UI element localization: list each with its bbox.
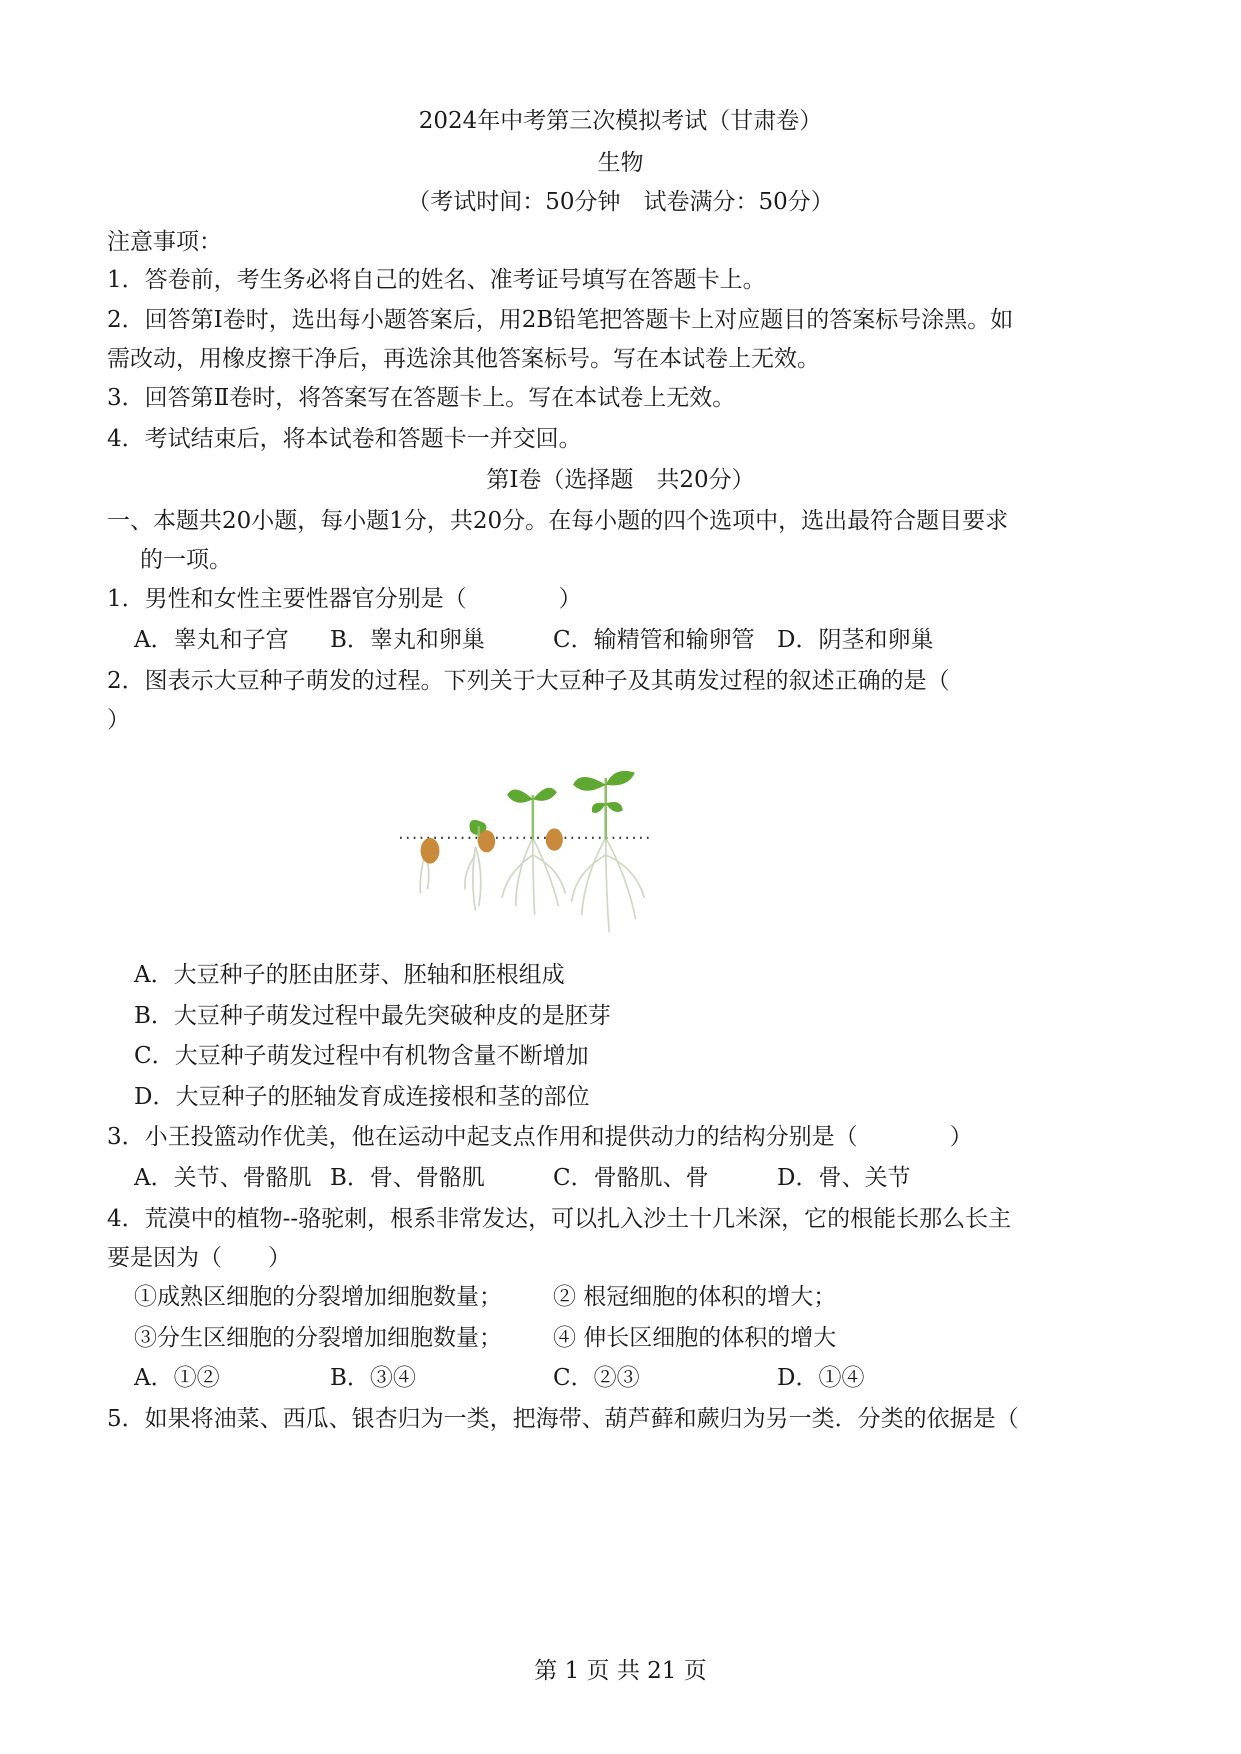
question-4-stem: 4．荒漠中的植物--骆驼刺，根系非常发达，可以扎入沙土十几米深，它的根能长那么长主 bbox=[107, 1206, 1012, 1232]
subject-title: 生物 bbox=[597, 150, 644, 176]
page-footer: 第 1 页 共 21 页 bbox=[534, 1658, 707, 1684]
seed-stage-1 bbox=[420, 838, 439, 894]
q2-option-d: D．大豆种子的胚轴发育成连接根和茎的部位 bbox=[134, 1084, 590, 1110]
q2-option-b: B．大豆种子萌发过程中最先突破种皮的是胚芽 bbox=[134, 1003, 611, 1029]
notice-item: 1．答卷前，考生务必将自己的姓名、准考证号填写在答题卡上。 bbox=[107, 267, 766, 293]
notice-item: 4．考试结束后，将本试卷和答题卡一并交回。 bbox=[107, 426, 582, 452]
question-2-stem: 2．图表示大豆种子萌发的过程。下列关于大豆种子及其萌发过程的叙述正确的是（ bbox=[107, 668, 950, 694]
question-5-stem: 5．如果将油菜、西瓜、银杏归为一类，把海带、葫芦藓和蕨归为另一类．分类的依据是（ bbox=[107, 1406, 1019, 1432]
notice-item: 3．回答第Ⅱ卷时，将答案写在答题卡上。写在本试卷上无效。 bbox=[107, 385, 736, 411]
q4-option-b: B．③④ bbox=[330, 1365, 416, 1391]
q3-option-c: C．骨骼肌、骨 bbox=[553, 1165, 709, 1191]
q1-option-d: D．阴茎和卵巢 bbox=[777, 627, 934, 653]
q3-option-a: A．关节、骨骼肌 bbox=[134, 1165, 312, 1191]
q4-statement-4: ④ 伸长区细胞的体积的增大 bbox=[553, 1325, 837, 1351]
section-instruction: 的一项。 bbox=[140, 547, 232, 573]
q4-statement-3: ③分生区细胞的分裂增加细胞数量； bbox=[134, 1325, 502, 1351]
soybean-germination-figure bbox=[400, 765, 700, 945]
q4-option-c: C．②③ bbox=[553, 1365, 640, 1391]
q3-option-d: D．骨、关节 bbox=[777, 1165, 911, 1191]
section-instruction: 一、本题共20小题，每小题1分，共20分。在每小题的四个选项中，选出最符合题目要求 bbox=[107, 508, 1009, 534]
question-2-stem-cont: ） bbox=[107, 707, 130, 733]
q4-statement-2: ② 根冠细胞的体积的增大； bbox=[553, 1284, 837, 1310]
q2-option-a: A．大豆种子的胚由胚芽、胚轴和胚根组成 bbox=[134, 962, 565, 988]
q4-option-d: D．①④ bbox=[777, 1365, 865, 1391]
seed-stage-4 bbox=[571, 771, 644, 932]
question-3-stem: 3．小王投篮动作优美，他在运动中起支点作用和提供动力的结构分别是（ ） bbox=[107, 1124, 973, 1150]
q1-option-c: C．输精管和输卵管 bbox=[553, 627, 755, 653]
q3-option-b: B．骨、骨骼肌 bbox=[330, 1165, 485, 1191]
seed-stage-3 bbox=[502, 788, 565, 915]
notice-item: 2．回答第Ⅰ卷时，选出每小题答案后，用2B铅笔把答题卡上对应题目的答案标号涂黑。如 bbox=[107, 307, 1014, 333]
q4-option-a: A．①② bbox=[134, 1365, 220, 1391]
q4-statement-1: ①成熟区细胞的分裂增加细胞数量； bbox=[134, 1284, 502, 1310]
section-title: 第Ⅰ卷（选择题 共20分） bbox=[486, 467, 755, 493]
q1-option-b: B．睾丸和卵巢 bbox=[330, 627, 485, 653]
notice-heading: 注意事项： bbox=[107, 229, 222, 255]
notice-item: 需改动，用橡皮擦干净后，再选涂其他答案标号。写在本试卷上无效。 bbox=[107, 346, 820, 372]
seed-stage-2 bbox=[465, 820, 495, 911]
exam-title: 2024年中考第三次模拟考试（甘肃卷） bbox=[418, 108, 823, 134]
q1-option-a: A．睾丸和子宫 bbox=[134, 627, 289, 653]
question-1-stem: 1．男性和女性主要性器官分别是（ ） bbox=[107, 586, 582, 612]
q2-option-c: C．大豆种子萌发过程中有机物含量不断增加 bbox=[134, 1043, 589, 1069]
question-4-stem-cont: 要是因为（ ） bbox=[107, 1245, 291, 1271]
exam-info: （考试时间：50分钟 试卷满分：50分） bbox=[407, 189, 834, 215]
